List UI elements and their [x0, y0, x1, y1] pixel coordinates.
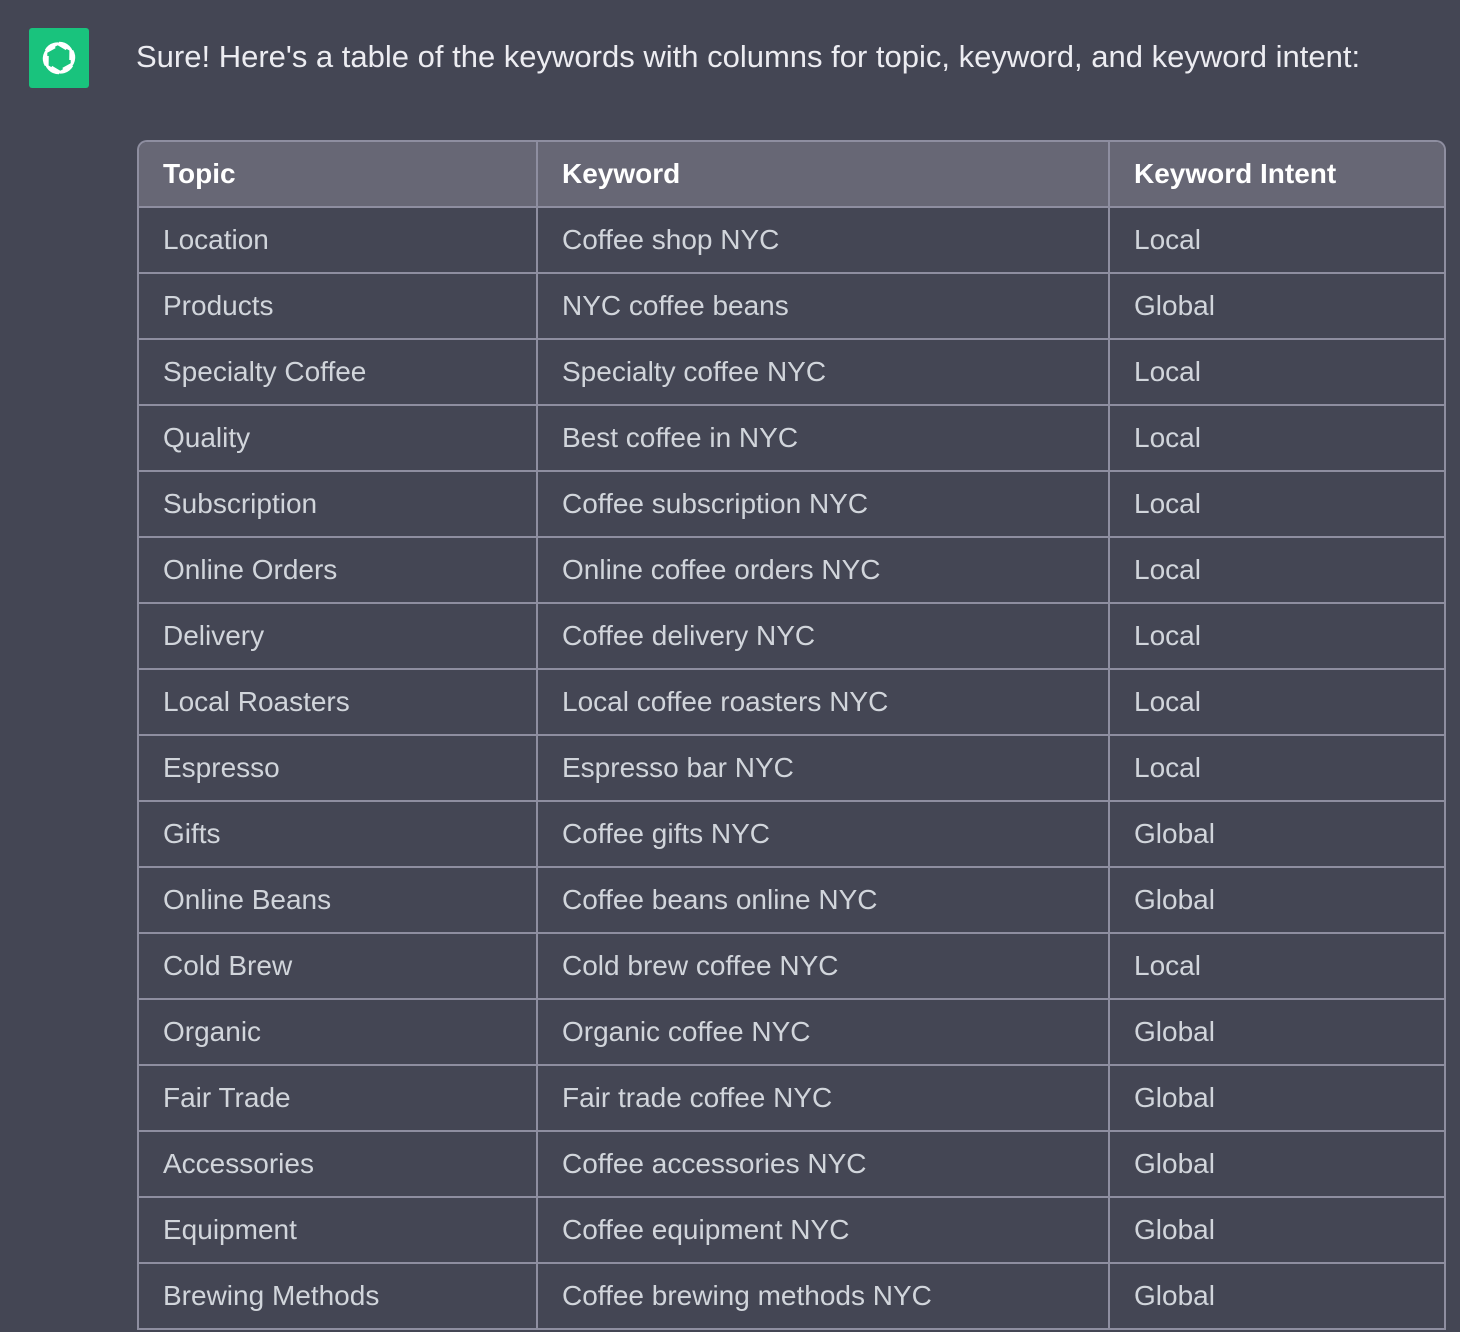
openai-logo-icon [38, 37, 80, 79]
table-row [139, 735, 1444, 801]
topic-cell: Equipment [139, 1197, 537, 1263]
keyword-cell: Coffee beans online NYC [537, 867, 1109, 933]
table-row [139, 537, 1444, 603]
keyword-cell: Coffee shop NYC [537, 207, 1109, 273]
keyword-cell: Coffee equipment NYC [537, 1197, 1109, 1263]
table-header-row [139, 142, 1444, 207]
table-row [139, 999, 1444, 1065]
table-row [139, 1131, 1444, 1197]
intent-cell: Local [1109, 735, 1444, 801]
intent-cell: Local [1109, 471, 1444, 537]
topic-cell: Online Beans [139, 867, 537, 933]
intent-cell: Local [1109, 933, 1444, 999]
topic-cell: Cold Brew [139, 933, 537, 999]
table-row [139, 273, 1444, 339]
keyword-cell: Organic coffee NYC [537, 999, 1109, 1065]
topic-cell: Organic [139, 999, 537, 1065]
keyword-cell: Best coffee in NYC [537, 405, 1109, 471]
topic-cell: Products [139, 273, 537, 339]
table-body [139, 207, 1444, 1329]
keyword-cell: Cold brew coffee NYC [537, 933, 1109, 999]
topic-cell: Delivery [139, 603, 537, 669]
intent-cell: Global [1109, 1131, 1444, 1197]
intent-cell: Global [1109, 273, 1444, 339]
topic-cell: Subscription [139, 471, 537, 537]
keyword-cell: Online coffee orders NYC [537, 537, 1109, 603]
table-row [139, 603, 1444, 669]
keywords-table [137, 140, 1446, 1330]
keyword-cell: Coffee delivery NYC [537, 603, 1109, 669]
keyword-cell: Fair trade coffee NYC [537, 1065, 1109, 1131]
assistant-message: Sure! Here's a table of the keywords with columns for topic, keyword, and keyword intent: [136, 39, 1361, 74]
table-row [139, 1197, 1444, 1263]
intent-cell: Global [1109, 801, 1444, 867]
keyword-cell: Coffee brewing methods NYC [537, 1263, 1109, 1329]
keyword-cell: Espresso bar NYC [537, 735, 1109, 801]
table-row [139, 1263, 1444, 1329]
intent-cell: Global [1109, 867, 1444, 933]
intent-cell: Local [1109, 537, 1444, 603]
topic-cell: Online Orders [139, 537, 537, 603]
table-row [139, 1065, 1444, 1131]
intent-cell: Global [1109, 999, 1444, 1065]
table-row [139, 801, 1444, 867]
table-row [139, 669, 1444, 735]
topic-cell: Gifts [139, 801, 537, 867]
keyword-cell: Coffee gifts NYC [537, 801, 1109, 867]
header-keyword-intent: Keyword Intent [1109, 142, 1444, 207]
intent-cell: Local [1109, 603, 1444, 669]
table-row [139, 405, 1444, 471]
intent-cell: Global [1109, 1065, 1444, 1131]
keyword-cell: Specialty coffee NYC [537, 339, 1109, 405]
intent-cell: Local [1109, 339, 1444, 405]
topic-cell: Location [139, 207, 537, 273]
keyword-cell: NYC coffee beans [537, 273, 1109, 339]
table-row [139, 207, 1444, 273]
table-row [139, 867, 1444, 933]
intent-cell: Global [1109, 1197, 1444, 1263]
keyword-cell: Local coffee roasters NYC [537, 669, 1109, 735]
header-topic: Topic [139, 142, 537, 207]
intent-cell: Local [1109, 669, 1444, 735]
assistant-avatar [29, 28, 89, 88]
intent-cell: Global [1109, 1263, 1444, 1329]
topic-cell: Fair Trade [139, 1065, 537, 1131]
table-row [139, 471, 1444, 537]
topic-cell: Accessories [139, 1131, 537, 1197]
topic-cell: Espresso [139, 735, 537, 801]
keyword-cell: Coffee subscription NYC [537, 471, 1109, 537]
topic-cell: Local Roasters [139, 669, 537, 735]
intent-cell: Local [1109, 405, 1444, 471]
topic-cell: Quality [139, 405, 537, 471]
topic-cell: Specialty Coffee [139, 339, 537, 405]
intent-cell: Local [1109, 207, 1444, 273]
table-row [139, 339, 1444, 405]
keyword-cell: Coffee accessories NYC [537, 1131, 1109, 1197]
topic-cell: Brewing Methods [139, 1263, 537, 1329]
table-row [139, 933, 1444, 999]
header-keyword: Keyword [537, 142, 1109, 207]
